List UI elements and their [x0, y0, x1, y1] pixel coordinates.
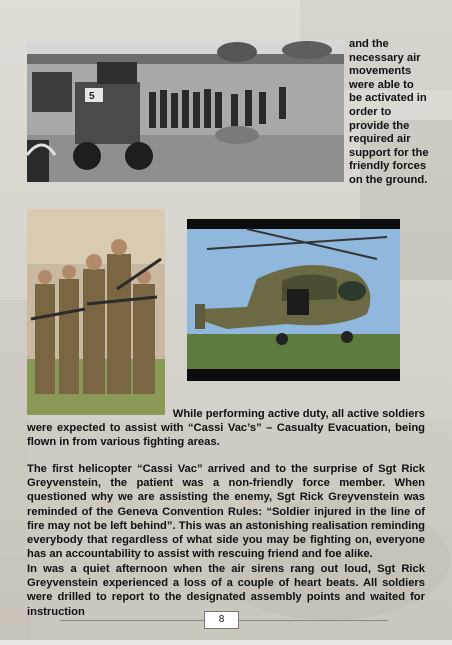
photo-helicopter [187, 219, 400, 381]
side-column-text: and the necessary air movements were able to be activated in order to provide the required air support for the friendly forces on the ground. [349, 38, 429, 186]
paragraph-1 [27, 407, 425, 450]
footer-rule-left [60, 620, 204, 621]
paragraph-2: The first helicopter “Cassi Vac” arrived and to the surprise of Sgt Rick Greyvenstein, the patient was a non-friendly force member. When questioned why we are assisting the enemy, Sgt Rick Greyvenstein was reminded of the Geneva Convention Rules: “Soldier injured in the line of fire may not be left behind”. This was an astonishing realisation reminding everybody that regardless of what side you may be fighting on, everyone has an accountability to assist with rescuing friend and foe alike. [27, 463, 425, 561]
paragraph-1-rest: were expected to assist with “Cassi Vac’s” – Casualty Evacuation, being flown in from various fighting areas. [27, 422, 425, 449]
photo-military-trucks [27, 40, 344, 182]
paragraph-1-lead: While performing active duty, all active soldiers [172, 408, 425, 420]
page-number: 8 [204, 611, 239, 629]
paragraph-3: In was a quiet afternoon when the air sirens rang out loud, Sgt Rick Greyvenstein experienced a loss of a couple of heart beats. All soldiers were drilled to report to the designated assembly points and waited for instruction [27, 563, 425, 618]
photo-soldiers-group [27, 209, 165, 415]
footer-rule-right [238, 620, 388, 621]
truck-marking: 5 [89, 91, 95, 102]
